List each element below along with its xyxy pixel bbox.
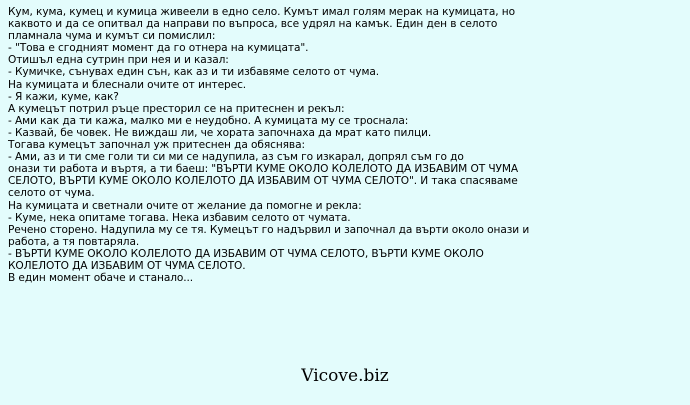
joke-line: В един момент обаче и станало... bbox=[8, 272, 194, 285]
joke-line: На кумицата и светнали очите от желание да помогне и рекла: bbox=[8, 199, 362, 212]
joke-line: селото от чума. bbox=[8, 187, 95, 200]
joke-line: онази ти работа и въртя, а ти баеш: "ВЪРТИ КУМЕ ОКОЛО КОЛЕЛОТО ДА ИЗБАВИМ ОТ ЧУМА bbox=[8, 163, 519, 176]
joke-line: Кум, кума, кумец и кумица живеели в едно село. Кумът имал голям мерак на кумицата, но bbox=[8, 6, 516, 18]
joke-line: каквото и да се опитвал да направи по въпроса, все удрял на камък. Един ден в селото bbox=[8, 18, 498, 31]
joke-line: Отишъл една сутрин при нея и и казал: bbox=[8, 54, 229, 67]
joke-line: - "Това е сгодният момент да го отнера на кумицата". bbox=[8, 42, 309, 55]
joke-line: СЕЛОТО, ВЪРТИ КУМЕ ОКОЛО КОЛЕЛОТО ДА ИЗБАВИМ ОТ ЧУМА СЕЛОТО". И така спасяваме bbox=[8, 175, 518, 188]
joke-line: На кумицата и блеснали очите от интерес. bbox=[8, 78, 247, 91]
joke-line: Тогава кумецът започнал уж притеснен да обяснява: bbox=[8, 139, 305, 152]
joke-line: пламнала чума и кумът си помислил: bbox=[8, 30, 216, 43]
joke-line: - Казвай, бе човек. Не виждаш ли, че хората започнаха да мрат като пилци. bbox=[8, 126, 432, 139]
joke-line: - Ами как да ти кажа, малко ми е неудобно. А кумицата му се троснала: bbox=[8, 114, 409, 127]
joke-line: - Ами, аз и ти сме голи ти си ми се надупила, аз съм го изкарал, допрял съм го до bbox=[8, 151, 464, 164]
joke-line: работа, а тя повтаряла. bbox=[8, 235, 140, 248]
joke-line: - Куме, нека опитаме тогава. Нека избавим селото от чумата. bbox=[8, 211, 351, 224]
joke-line: - Я кажи, куме, как? bbox=[8, 90, 119, 103]
joke-text bbox=[8, 6, 684, 284]
joke-line: Речено сторено. Надупила му се тя. Кумецът го надървил и започнал да върти около онази и bbox=[8, 223, 530, 236]
joke-line: КОЛЕЛОТО ДА ИЗБАВИМ ОТ ЧУМА СЕЛОТО. bbox=[8, 259, 246, 272]
site-name: Vicove.biz bbox=[301, 366, 389, 386]
joke-line: - ВЪРТИ КУМЕ ОКОЛО КОЛЕЛОТО ДА ИЗБАВИМ ОТ ЧУМА СЕЛОТО, ВЪРТИ КУМЕ ОКОЛО bbox=[8, 247, 484, 260]
joke-line: А кумецът потрил ръце престорил се на притеснен и рекъл: bbox=[8, 102, 345, 115]
joke-line: - Кумичке, сънувах един сън, как аз и ти избавяме селото от чума. bbox=[8, 66, 380, 79]
